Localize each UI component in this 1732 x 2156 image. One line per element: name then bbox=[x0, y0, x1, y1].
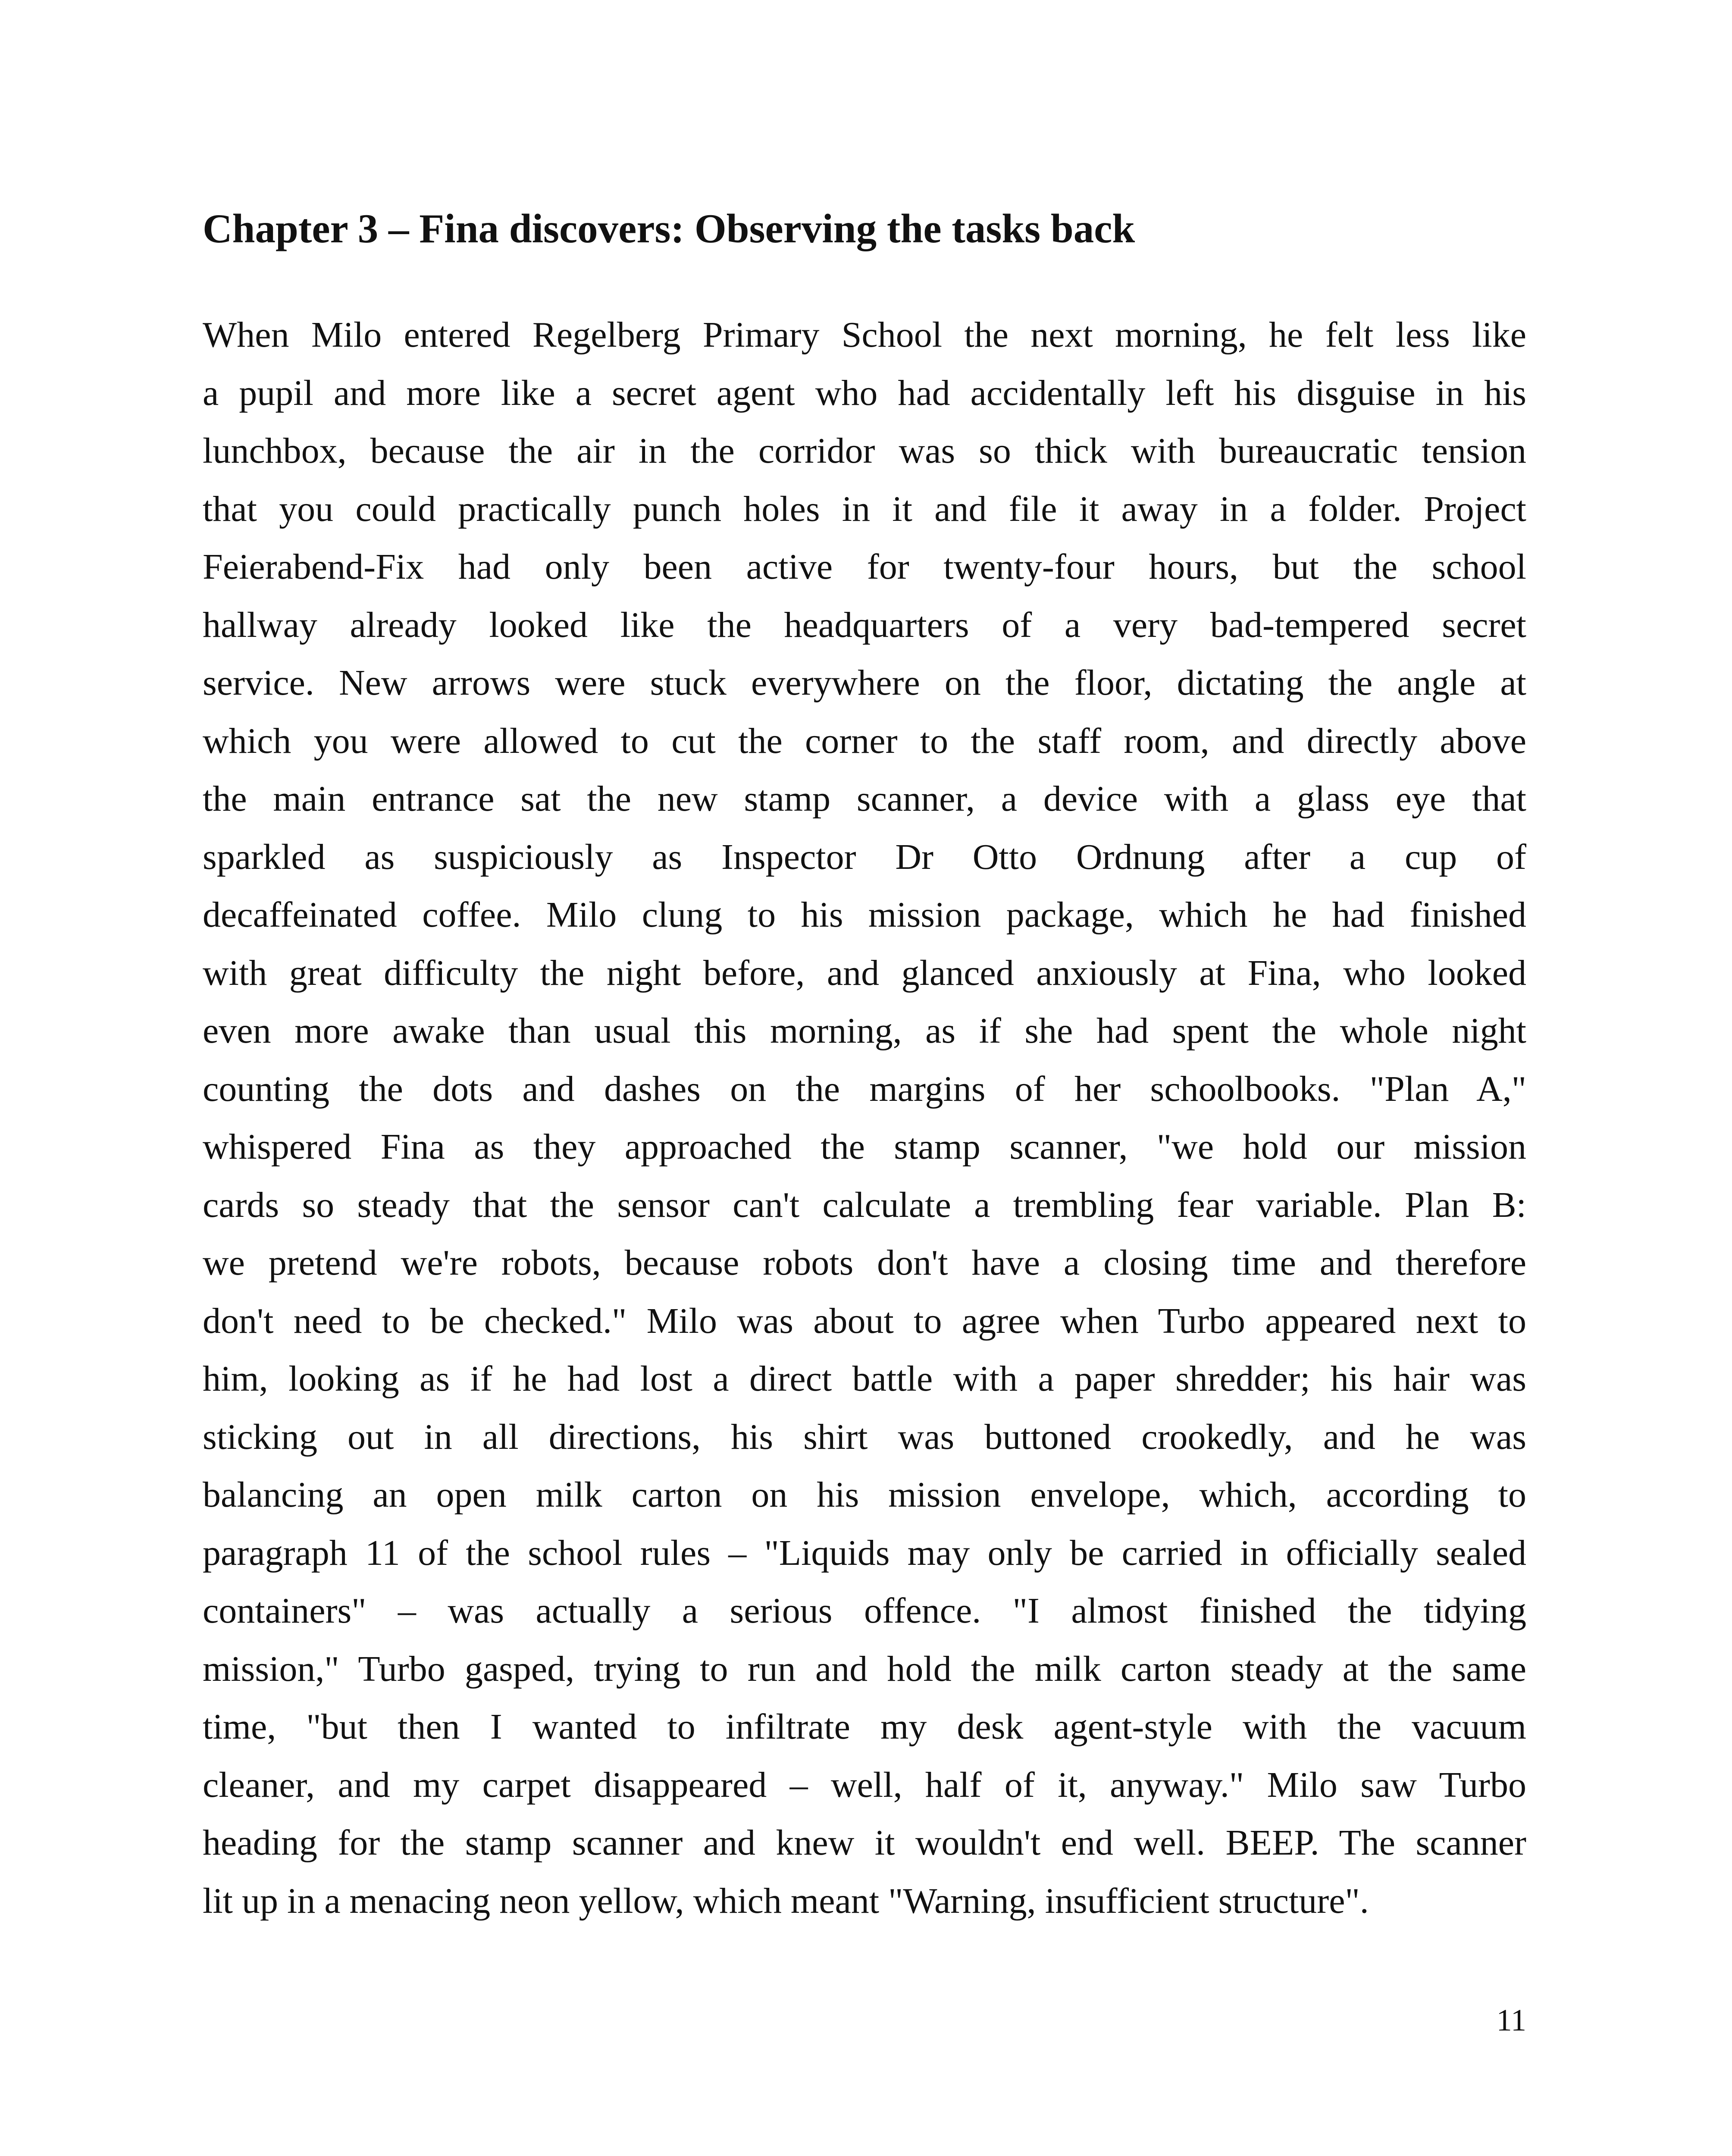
text-line: mission," Turbo gasped, trying to run and hold the milk carton steady at the same bbox=[203, 1648, 1526, 1689]
body-paragraph bbox=[203, 306, 1526, 1930]
text-line: we pretend we're robots, because robots don't have a closing time and therefore bbox=[203, 1243, 1526, 1283]
page-number: 11 bbox=[1496, 2003, 1526, 2037]
text-line: that you could practically punch holes in it and file it away in a folder. Project bbox=[203, 489, 1526, 529]
text-line: lit up in a menacing neon yellow, which meant "Warning, insufficient structure". bbox=[203, 1880, 1369, 1921]
text-line: balancing an open milk carton on his mission envelope, which, according to bbox=[203, 1475, 1526, 1515]
text-line: When Milo entered Regelberg Primary School the next morning, he felt less like bbox=[203, 315, 1526, 355]
text-line: service. New arrows were stuck everywhere on the floor, dictating the angle at bbox=[203, 663, 1526, 703]
text-line: sticking out in all directions, his shirt was buttoned crookedly, and he was bbox=[203, 1416, 1526, 1457]
text-line: decaffeinated coffee. Milo clung to his mission package, which he had finished bbox=[203, 895, 1526, 935]
text-line: cards so steady that the sensor can't calculate a trembling fear variable. Plan B: bbox=[203, 1185, 1526, 1225]
text-line: him, looking as if he had lost a direct battle with a paper shredder; his hair was bbox=[203, 1359, 1526, 1399]
text-line: Feierabend-Fix had only been active for twenty-four hours, but the school bbox=[203, 547, 1526, 587]
text-line: heading for the stamp scanner and knew it wouldn't end well. BEEP. The scanner bbox=[203, 1823, 1526, 1863]
text-line: hallway already looked like the headquarters of a very bad-tempered secret bbox=[203, 605, 1526, 645]
text-line: containers" – was actually a serious offence. "I almost finished the tidying bbox=[203, 1591, 1526, 1631]
text-line: don't need to be checked." Milo was about to agree when Turbo appeared next to bbox=[203, 1300, 1526, 1341]
text-line: the main entrance sat the new stamp scanner, a device with a glass eye that bbox=[203, 779, 1526, 819]
text-line: sparkled as suspiciously as Inspector Dr Otto Ordnung after a cup of bbox=[203, 837, 1526, 877]
text-line: a pupil and more like a secret agent who had accidentally left his disguise in his bbox=[203, 373, 1526, 413]
text-line: whispered Fina as they approached the stamp scanner, "we hold our mission bbox=[203, 1127, 1526, 1167]
text-line: time, "but then I wanted to infiltrate my desk agent-style with the vacuum bbox=[203, 1707, 1526, 1747]
text-line: cleaner, and my carpet disappeared – well, half of it, anyway." Milo saw Turbo bbox=[203, 1764, 1526, 1805]
chapter-title: Chapter 3 – Fina discovers: Observing the tasks back bbox=[203, 206, 1135, 251]
text-line: counting the dots and dashes on the margins of her schoolbooks. "Plan A," bbox=[203, 1069, 1526, 1109]
text-line: even more awake than usual this morning, as if she had spent the whole night bbox=[203, 1011, 1526, 1051]
text-line: paragraph 11 of the school rules – "Liquids may only be carried in officially sealed bbox=[203, 1532, 1526, 1573]
text-line: with great difficulty the night before, and glanced anxiously at Fina, who looked bbox=[203, 953, 1526, 993]
text-line: lunchbox, because the air in the corridor was so thick with bureaucratic tension bbox=[203, 431, 1526, 471]
text-line: which you were allowed to cut the corner to the staff room, and directly above bbox=[203, 721, 1526, 761]
